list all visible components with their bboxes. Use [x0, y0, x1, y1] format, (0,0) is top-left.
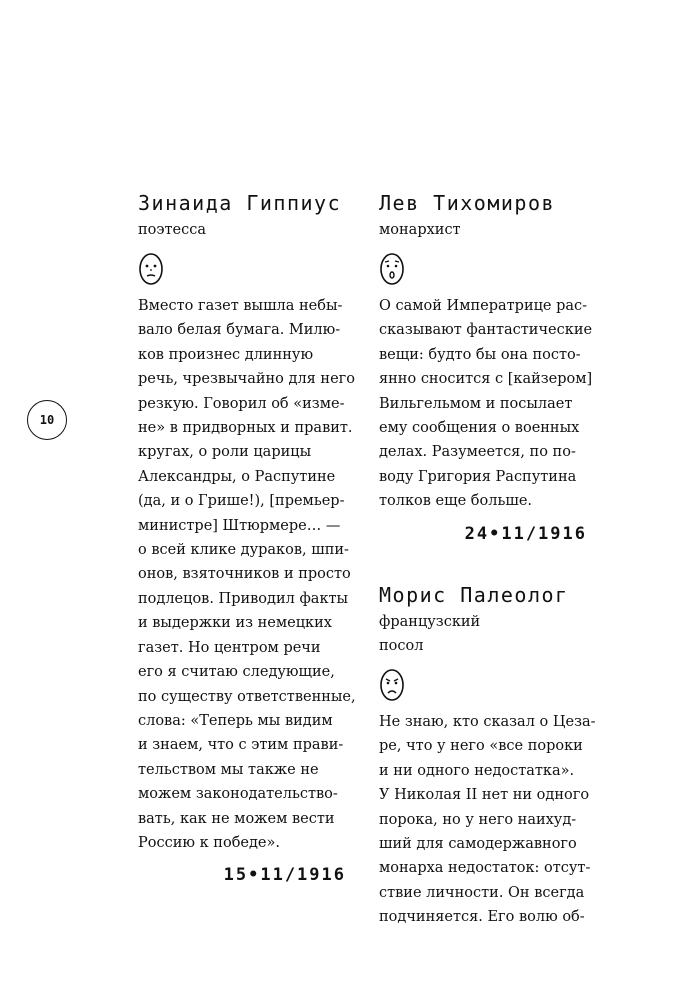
entry-paleologue	[379, 582, 601, 930]
author-name: Лев Тихомиров	[379, 191, 556, 215]
entry-gippius	[138, 190, 360, 885]
author-role-line-1: французский	[379, 614, 481, 630]
quote-text: Не знаю, кто сказал о Цеза- ре, что у него «все пороки и ни одного недостатка». У Николая II нет ни одного порока, но у него наихуд- ший для самодержавного монарха недостаток: отсут- ствие личности. Он всегда подчиняется. Его волю об-	[379, 714, 596, 926]
author-role: монархист	[379, 222, 461, 238]
author-name: Морис Палеолог	[379, 583, 569, 607]
neutral-face-icon	[138, 252, 164, 286]
author-role-line-2: посол	[379, 638, 424, 654]
page-number	[27, 400, 67, 440]
frowning-face-icon	[379, 668, 405, 702]
worried-face-icon	[379, 252, 405, 286]
author-role: поэтесса	[138, 222, 207, 238]
page-number-label: 10	[39, 413, 55, 427]
author-name: Зинаида Гиппиус	[138, 191, 342, 215]
entry-date: 24•11/1916	[464, 523, 587, 544]
entry-tikhomirov	[379, 190, 601, 544]
quote-text: О самой Императрице рас- сказывают фантастические вещи: будто бы она посто- янно сносится с [кайзером] Вильгельмом и посылает ему сообщения о военных делах. Разумеется, по по- воду Григория Распутина толков еще больше.	[379, 298, 593, 510]
entry-date: 15•11/1916	[223, 865, 346, 886]
quote-text: Вместо газет вышла небы- вало белая бумага. Милю- ков произнес длинную речь, чрезвычайно для него резкую. Говорил об «изме- не» в придворных и правит. кругах, о роли царицы Александры, о Распутине (да, и о Грише!), [премьер- министре] Штюрмере… — о всей клике дураков, шпи- онов, взяточников и просто подлецов. Приводил факты и выдержки из немецких газет. Но центром речи его я считаю следующие, по существу ответственные, слова: «Теперь мы видим и знаем, что с этим прави- тельством мы также не можем законодательство- вать, как не можем вести Россию к победе».	[138, 298, 356, 851]
